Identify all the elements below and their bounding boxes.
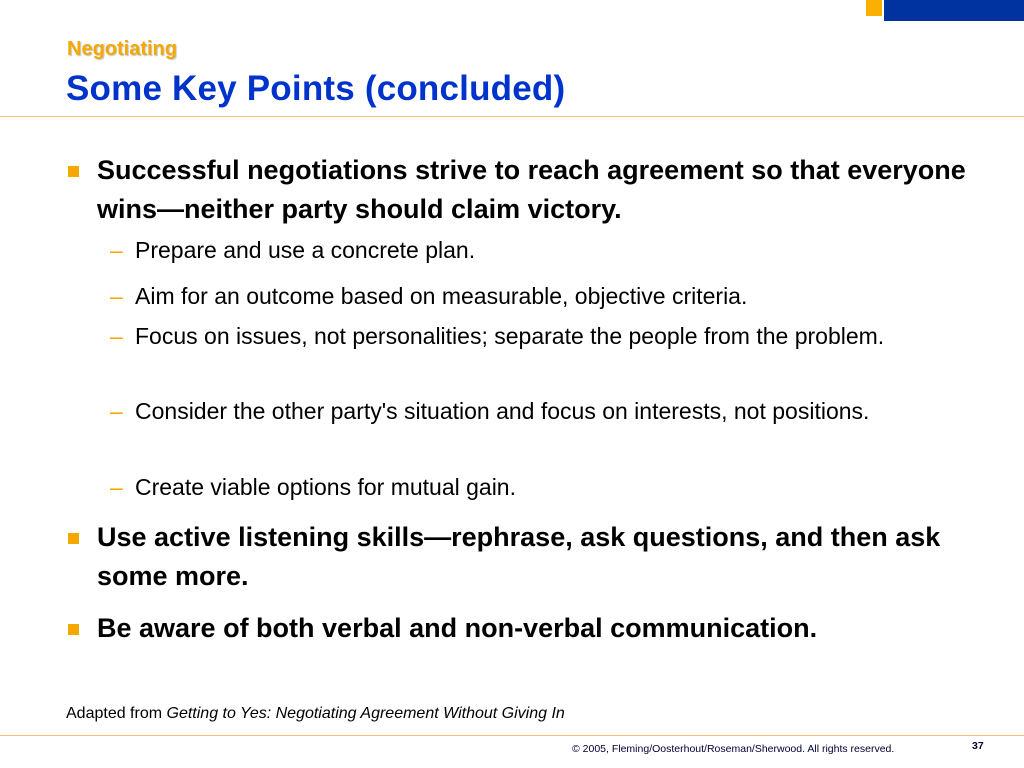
sub-point: Create viable options for mutual gain.: [135, 474, 516, 500]
slide-title: Some Key Points (concluded): [66, 69, 566, 108]
source-citation: [66, 705, 565, 723]
header-color-bar: [884, 0, 1024, 21]
bullet-marker: [68, 624, 79, 635]
sub-point: Focus on issues, not personalities; separate the people from the problem.: [135, 323, 885, 349]
sub-bullet-marker: –: [110, 323, 123, 349]
sub-bullet-marker: –: [110, 398, 123, 424]
section-kicker: Negotiating: [67, 38, 177, 60]
sub-bullet-marker: –: [110, 474, 123, 500]
accent-square: [866, 0, 882, 16]
bullet-point: Use active listening skills—rephrase, ask questions, and then ask some more.: [97, 522, 941, 591]
source-prefix: Adapted from: [66, 705, 167, 722]
bullet-marker: [68, 533, 79, 544]
bullet-marker: [68, 166, 79, 177]
sub-bullet-marker: –: [110, 283, 123, 309]
sub-point: Prepare and use a concrete plan.: [135, 237, 476, 263]
copyright-notice: © 2005, Fleming/Oosterhout/Roseman/Sherwood. All rights reserved.: [572, 743, 895, 755]
source-title: Getting to Yes: Negotiating Agreement Without Giving In: [166, 705, 565, 722]
footer-divider: [0, 735, 1024, 736]
title-divider: [0, 116, 1024, 117]
page-number: 37: [972, 740, 984, 752]
sub-bullet-marker: –: [110, 237, 123, 263]
bullet-point: Successful negotiations strive to reach agreement so that everyone wins—neither party should claim victory.: [97, 155, 966, 224]
sub-point: Aim for an outcome based on measurable, objective criteria.: [135, 283, 748, 309]
bullet-point: Be aware of both verbal and non-verbal communication.: [97, 613, 818, 643]
sub-point: Consider the other party's situation and focus on interests, not positions.: [135, 398, 870, 424]
